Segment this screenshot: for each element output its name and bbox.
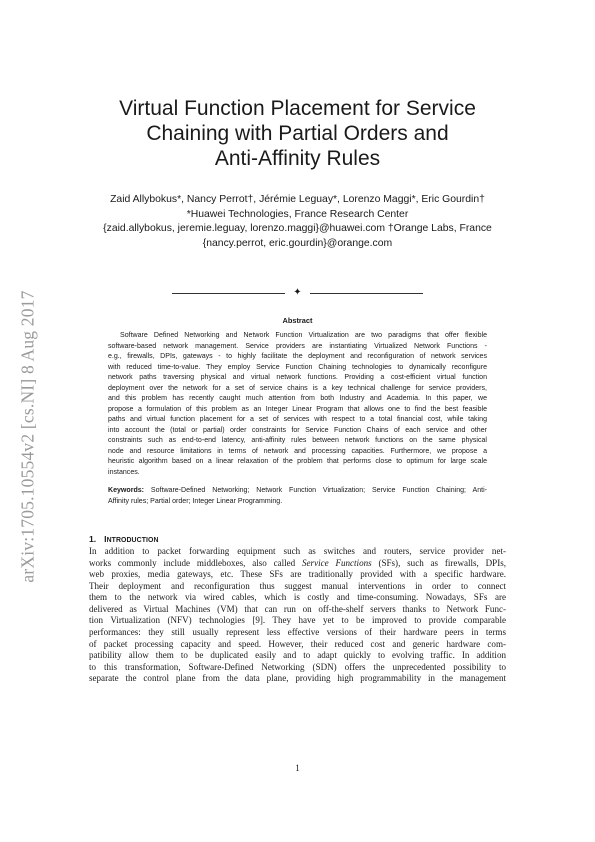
abstract-heading: Abstract — [282, 316, 313, 325]
section-number: 1. — [89, 534, 97, 544]
page-number: 1 — [295, 763, 300, 773]
keywords-line: Affinity rules; Partial order; Integer Linear Programming. — [108, 497, 283, 505]
keywords-line — [108, 486, 487, 497]
author-emails-huawei: {zaid.allybokus, jeremie.leguay, lorenzo.maggi}@huawei.com †Orange Labs, France — [103, 223, 492, 235]
title-line: Virtual Function Placement for Service — [119, 97, 476, 120]
affiliation-huawei: *Huawei Technologies, France Research Center — [186, 208, 409, 220]
intro-line: patibility allow them to be duplicated easily and to adapt quickly to evolving traffic. In addition — [89, 650, 506, 661]
section-title-initial: I — [104, 534, 107, 544]
abstract-line: into account the (total or partial) order constraints for Service Function Chains of each service and other — [108, 426, 487, 434]
section-divider — [172, 287, 423, 299]
intro-emphasis: Service Functions — [302, 557, 372, 568]
intro-text: (SFs), such as firewalls, DPIs, — [371, 557, 506, 568]
intro-line: web proxies, media gateways, etc. These SFs are traditionally provided with a specific hardware. — [89, 569, 506, 580]
abstract-text — [108, 331, 487, 478]
intro-line: In addition to packet forwarding equipment such as switches and routers, service provider net- — [89, 546, 506, 556]
abstract-line: and this problem has recently caught much attention from both Industry and Academia. In this paper, we — [108, 395, 487, 402]
title-line: Chaining with Partial Orders and — [146, 122, 449, 145]
intro-line: tion Virtualization (NFV) technologies [9]. They have yet to be improved to provide comparable — [89, 615, 506, 626]
intro-line: delivered as Virtual Machines (VM) that can run on off-the-shelf servers thanks to Network Func- — [89, 603, 506, 614]
introduction-body — [89, 546, 506, 685]
abstract-line: deployment over the network for a set of service chains is a key technical challenge for service providers, — [108, 384, 487, 392]
intro-text: works commonly include middleboxes, also called — [89, 557, 303, 568]
intro-line — [89, 558, 506, 570]
title-line: Anti-Affinity Rules — [214, 147, 381, 170]
keywords-text: Software-Defined Networking; Network Function Virtualization; Service Function Chaining; Anti- — [150, 487, 487, 494]
intro-line: them to the network via wired cables, which is costly and time-consuming. Nowadays, SFs are — [89, 592, 506, 603]
intro-line: to this transformation, Software-Defined Networking (SDN) offers the unprecedented possibility to — [89, 661, 506, 672]
keywords-block — [108, 486, 487, 507]
abstract-line: constraints such as end-to-end latency, anti-affinity rules between network functions on the same physical — [108, 437, 487, 444]
abstract-line: with reduced time-to-value. They employ Service Function Chaining technologies to dynamically reconfigure — [108, 363, 487, 371]
intro-line: performances: they still usually represent less effective versions of their hardware peers in terms — [89, 627, 506, 638]
abstract-line: heuristic algorithm based on a linear relaxation of the problem that performs close to optimum for large scale — [108, 458, 487, 465]
abstract-line: paths and virtual function placement for a set of services with respect to a total financial cost, while taking — [108, 416, 487, 423]
abstract-line: node and resource limitations in terms of network and processing capacities. Furthermore, we propose a — [108, 447, 487, 455]
divider-star-icon: ✦ — [293, 287, 302, 298]
intro-line: separate the control plane from the data plane, providing high programmability in the management — [89, 673, 506, 684]
divider-rule-right — [310, 293, 423, 294]
intro-line: of packet processing capacity and speed. However, their reduced cost and generic hardware com- — [89, 638, 506, 649]
abstract-line: software-based network management. Service providers are instantiating Virtualized Network Functions - — [108, 342, 487, 350]
intro-line: Their deployment and reconfiguration thus suggest manual interventions in order to connect — [89, 580, 506, 591]
arxiv-identifier-stamp — [8, 268, 48, 604]
section-heading-introduction — [89, 534, 159, 544]
author-emails-orange: {nancy.perrot, eric.gourdin}@orange.com — [202, 237, 393, 249]
abstract-line: e.g., firewalls, DPIs, gateways - to highly facilitate the deployment and reconfiguration of network services — [108, 353, 487, 360]
paper-title — [60, 96, 535, 171]
author-block — [60, 193, 535, 251]
divider-rule-left — [172, 293, 285, 294]
abstract-line: Software Defined Networking and Network Function Virtualization are two paradigms that offer flexible — [120, 332, 487, 339]
section-title-rest: NTRODUCTION — [106, 537, 159, 544]
keywords-label: Keywords: — [108, 487, 145, 494]
arxiv-identifier-text: arXiv:1705.10554v2 [cs.NI] 8 Aug 2017 — [17, 289, 38, 583]
abstract-line: network paths traversing physical and virtual network functions. Providing a cost-efficient virtual function — [108, 374, 487, 381]
author-names: Zaid Allybokus*, Nancy Perrot†, Jérémie Leguay*, Lorenzo Maggi*, Eric Gourdin† — [110, 194, 485, 205]
abstract-line: propose a formulation of this problem as an Integer Linear Program that allows one to find the best feasible — [108, 405, 487, 413]
abstract-line: instances. — [108, 468, 140, 476]
